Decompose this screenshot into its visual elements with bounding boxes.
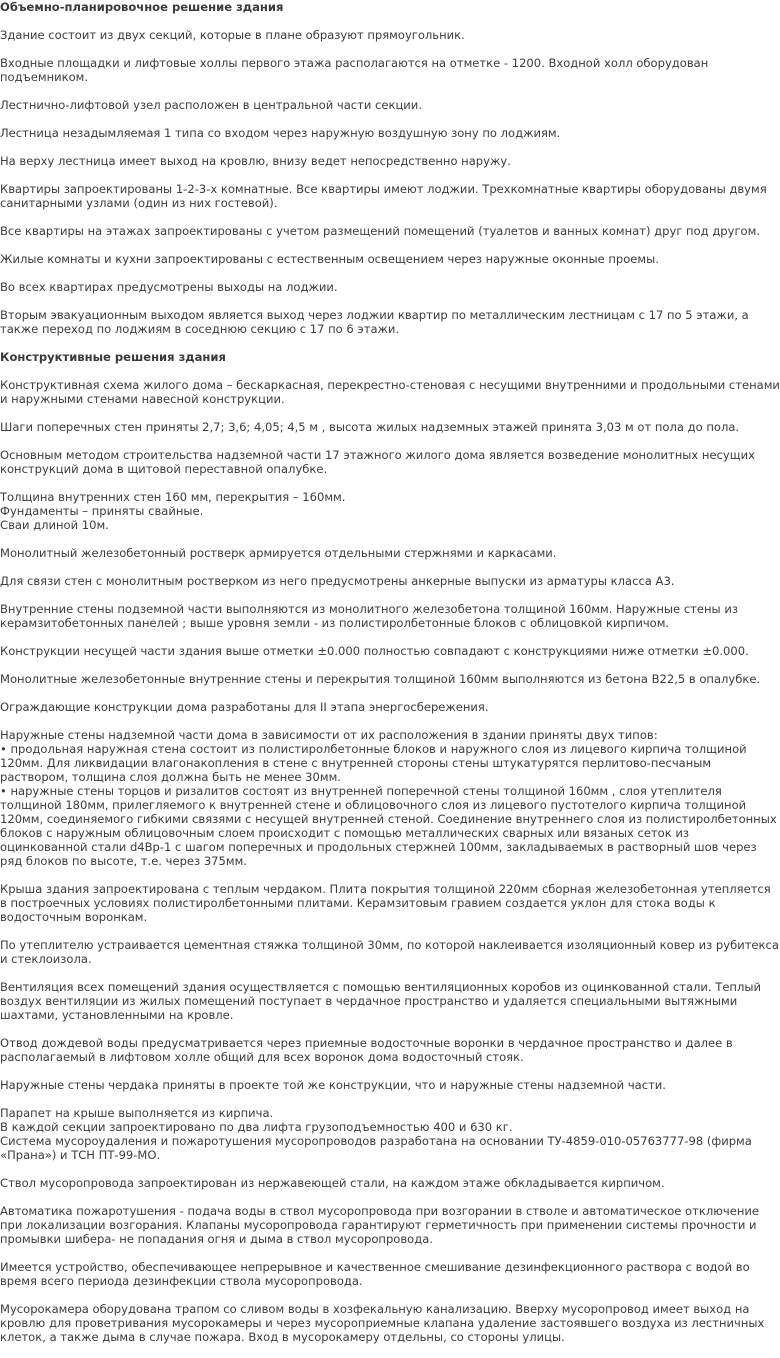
text-line: Наружные стены надземной части дома в зависимости от их расположения в здании приняты двух типов:: [0, 728, 658, 742]
paragraph-spacer: [0, 364, 700, 378]
text-line: Парапет на крыше выполняется из кирпича.: [0, 1106, 274, 1120]
paragraph: [0, 56, 709, 84]
paragraph-spacer: [0, 924, 700, 938]
paragraph-spacer: [0, 868, 700, 882]
text-line: время всего периода дезинфекции ствола мусоропровода.: [0, 1274, 363, 1288]
paragraph: [0, 448, 755, 476]
paragraph-spacer: [0, 1288, 700, 1302]
paragraph: [0, 882, 771, 924]
paragraph-spacer: [0, 1162, 700, 1176]
paragraph-spacer: [0, 658, 700, 672]
paragraph: [0, 546, 700, 560]
paragraph: [0, 574, 700, 588]
paragraph-spacer: [0, 1190, 700, 1204]
paragraph-spacer: [0, 210, 700, 224]
text-line: Во всех квартирах предусмотрены выходы на лоджии.: [0, 280, 338, 294]
text-line: керамзитобетонных панелей ; выше уровня земли - из полистиролбетонные блоков с облицовкой кирпичом.: [0, 616, 670, 630]
text-line: Для связи стен с монолитным ростверком из него предусмотрены анкерные выпуски из арматуры класса А3.: [0, 574, 675, 588]
text-line: «Прана») и ТСН ПТ-99-МО.: [0, 1148, 161, 1162]
text-line: Лестница незадымляемая 1 типа со входом через наружную воздушную зону по лоджиям.: [0, 126, 561, 140]
text-line: Монолитный железобетонный ростверк армируется отдельными стержнями и каркасами.: [0, 546, 557, 560]
paragraph: [0, 938, 779, 966]
text-line: располагаемый в лифтовом холле общий для всех воронок дома водосточный стояк.: [0, 1050, 524, 1064]
text-line: В каждой секции запроектировано по два лифта грузоподъемностью 400 и 630 кг.: [0, 1120, 513, 1134]
text-line: 120мм. Для ликвидации влагонакопления в стене с внутренней стороны стены штукатурятся перлитово-песчаным: [0, 756, 712, 770]
paragraph-spacer: [0, 686, 700, 700]
text-line: Наружные стены чердака приняты в проекте той же конструкции, что и наружные стены надземной части.: [0, 1078, 666, 1092]
text-line: Входные площадки и лифтовые холлы первого этажа располагаются на отметке - 1200. Входной холл оборудован: [0, 56, 709, 70]
paragraph-spacer: [0, 168, 700, 182]
text-line: Фундаменты – приняты свайные.: [0, 504, 204, 518]
paragraph-spacer: [0, 966, 700, 980]
text-line: 120мм, соединяемого гибкими связями с несущей внутренней стеной. Соединение внутреннего слоя из полистиролбетонных: [0, 812, 777, 826]
text-line: толщиной 180мм, прилегляемого к внутренней стене и облицовочного слоя из лицевого пустотелого кирпича толщиной: [0, 798, 747, 812]
paragraph: [0, 28, 700, 42]
paragraph-spacer: [0, 140, 700, 154]
paragraph: [0, 98, 700, 112]
text-line: Конструкции несущей части здания выше отметки ±0.000 полностью совпадают с конструкциями ниже отметки ±0.000.: [0, 644, 749, 658]
paragraph: [0, 672, 761, 686]
text-line: оцинкованной стали d4Вр-1 с шагом поперечных и продольных стержней 100мм, закладываемых в растворный шов через: [0, 840, 757, 854]
paragraph-spacer: [0, 406, 700, 420]
paragraph: [0, 728, 777, 868]
text-line: Монолитные железобетонные внутренние стены и перекрытия толщиной 160мм выполняются из бетона В22,5 в опалубке.: [0, 672, 761, 686]
paragraph-spacer: [0, 1344, 700, 1358]
paragraph: [0, 644, 749, 658]
paragraph-spacer: [0, 476, 700, 490]
text-line: Жилые комнаты и кухни запроектированы с естественным освещением через наружные оконные проемы.: [0, 252, 659, 266]
paragraph-spacer: [0, 714, 700, 728]
text-line: и стеклоизола.: [0, 952, 92, 966]
paragraph-spacer: [0, 336, 700, 350]
paragraph: [0, 1078, 700, 1092]
paragraph: [0, 378, 780, 406]
text-line: Лестнично-лифтовой узел расположен в центральной части секции.: [0, 98, 422, 112]
paragraph-spacer: [0, 1246, 700, 1260]
text-line: Конструктивная схема жилого дома – бескаркасная, перекрестно-стеновая с несущими внутренними и продольными стенами: [0, 378, 780, 392]
paragraph: [0, 1260, 750, 1288]
text-line: блоков с наружным облицовочным слоем происходит с помощью металлических сварных или вязаных сеток из: [0, 826, 690, 840]
paragraph: [0, 602, 738, 630]
paragraph-spacer: [0, 588, 700, 602]
text-line: Крыша здания запроектирована с теплым чердаком. Плита покрытия толщиной 220мм сборная железобетонная утепляется: [0, 882, 771, 896]
paragraph: [0, 1106, 752, 1162]
paragraph: [0, 420, 740, 434]
paragraph-spacer: [0, 294, 700, 308]
text-line: шахтами, установленными на кровле.: [0, 1008, 234, 1022]
paragraph-spacer: [0, 84, 700, 98]
text-line: Здание состоит из двух секций, которые в плане образуют прямоугольник.: [0, 28, 465, 42]
text-line: санитарными узлами (один из них гостевой).: [0, 196, 278, 210]
paragraph-spacer: [0, 14, 700, 28]
paragraph: [0, 1176, 700, 1190]
text-line: Ограждающие конструкции дома разработаны для II этапа энергосбережения.: [0, 700, 489, 714]
paragraph-spacer: [0, 532, 700, 546]
paragraph-spacer: [0, 630, 700, 644]
paragraph-spacer: [0, 266, 700, 280]
text-line: водосточным воронкам.: [0, 910, 148, 924]
paragraph: [0, 252, 700, 266]
text-line: Мусорокамера оборудована трапом со сливом воды в хозфекальную канализацию. Вверху мусоропровод имеет выход на: [0, 1302, 750, 1316]
paragraph-spacer: [0, 1022, 700, 1036]
paragraph-spacer: [0, 238, 700, 252]
text-line: и наружными стенами навесной конструкции.: [0, 392, 285, 406]
text-line: Основным методом строительства надземной части 17 этажного жилого дома является возведение монолитных несущих: [0, 448, 755, 462]
text-line: • продольная наружная стена состоит из полистиролбетонные блоков и наружного слоя из лицевого кирпича толщиной: [0, 742, 747, 756]
text-line: Сваи длиной 10м.: [0, 518, 109, 532]
paragraph-spacer: [0, 434, 700, 448]
text-line: при локализации возгорания. Клапаны мусоропровода гарантируют герметичность при применении системы прочности и: [0, 1218, 757, 1232]
text-line: Автоматика пожаротушения - подача воды в ствол мусоропровода при возгорании в стволе и автоматическое отключение: [0, 1204, 760, 1218]
paragraph-spacer: [0, 1092, 700, 1106]
paragraph-spacer: [0, 112, 700, 126]
paragraph-spacer: [0, 1064, 700, 1078]
text-line: также переход по лоджиям в соседнюю секцию с 17 по 6 этажи.: [0, 322, 400, 336]
text-line: Толщина внутренних стен 160 мм, перекрытия – 160мм.: [0, 490, 346, 504]
text-line: • наружные стены торцов и ризалитов состоят из внутренней поперечной стены толщиной 160мм , слоя утеплителя: [0, 784, 722, 798]
text-line: Отвод дождевой воды предусматривается через приемные водосточные воронки в чердачное пространство и далее в: [0, 1036, 733, 1050]
paragraph: [0, 154, 700, 168]
text-line: Система мусороудаления и пожаротушения мусоропроводов разработана на основании ТУ-4859-010-05763777-98 (фирма: [0, 1134, 752, 1148]
paragraph: [0, 1302, 765, 1344]
section-heading: Объемно-планировочное решение здания: [0, 0, 284, 14]
text-line: На верху лестница имеет выход на кровлю, внизу ведет непосредственно наружу.: [0, 154, 511, 168]
text-line: раствором, толщина слоя должна быть не менее 30мм.: [0, 770, 341, 784]
paragraph-spacer: [0, 560, 700, 574]
text-line: конструкций дома в щитовой переставной опалубке.: [0, 462, 328, 476]
paragraph: [0, 1036, 733, 1064]
text-line: Имеется устройство, обеспечивающее непрерывное и качественное смешивание дезинфекционного раствора с водой во: [0, 1260, 750, 1274]
section-heading: Конструктивные решения здания: [0, 350, 226, 364]
text-line: Все квартиры на этажах запроектированы с учетом размещений помещений (туалетов и ванных комнат) друг под другом.: [0, 224, 760, 238]
text-line: Квартиры запроектированы 1-2-3-х комнатные. Все квартиры имеют лоджии. Трехкомнатные квартиры оборудованы двумя: [0, 182, 767, 196]
text-line: кровлю для проветривания мусорокамеры и через мусороприемные клапана удаление застоявшего воздуха из лестничных: [0, 1316, 765, 1330]
text-line: Внутренние стены подземной части выполняются из монолитного железобетона толщиной 160мм. Наружные стены из: [0, 602, 738, 616]
paragraph: [0, 980, 761, 1022]
text-line: в построечных условиях полистиролбетонными плитами. Керамзитовым гравием создается уклон для стока воды к: [0, 896, 716, 910]
paragraph-spacer: [0, 42, 700, 56]
paragraph: [0, 224, 760, 238]
text-line: По утеплителю устраивается цементная стяжка толщиной 30мм, по которой наклеивается изоляционный ковер из рубитекса: [0, 938, 779, 952]
text-line: Вентиляция всех помещений здания осуществляется с помощью вентиляционных коробов из оцинкованной стали. Теплый: [0, 980, 761, 994]
text-line: клеток, а также дыма в случае пожара. Вход в мусорокамеру отдельны, со стороны улицы.: [0, 1330, 565, 1344]
text-line: Ствол мусоропровода запроектирован из нержавеющей стали, на каждом этаже обкладывается кирпичом.: [0, 1176, 665, 1190]
text-line: воздух вентиляции из жилых помещений поступает в чердачное пространство и удаляется специальными вытяжными: [0, 994, 738, 1008]
text-line: промывки шибера- не попадания огня и дыма в ствол мусоропровода.: [0, 1232, 433, 1246]
paragraph: [0, 700, 700, 714]
paragraph: [0, 182, 767, 210]
text-line: ряд блоков по высоте, т.е. через 375мм.: [0, 854, 247, 868]
paragraph: [0, 1204, 760, 1246]
paragraph: [0, 126, 700, 140]
text-line: Вторым эвакуационным выходом является выход через лоджии квартир по металлическим лестницам с 17 по 5 этажи, а: [0, 308, 749, 322]
text-line: Шаги поперечных стен приняты 2,7; 3,6; 4,05; 4,5 м , высота жилых надземных этажей принята 3,03 м от пола до пола.: [0, 420, 740, 434]
paragraph: [0, 280, 700, 294]
paragraph: [0, 308, 749, 336]
paragraph: [0, 490, 700, 532]
text-line: подъемником.: [0, 70, 89, 84]
